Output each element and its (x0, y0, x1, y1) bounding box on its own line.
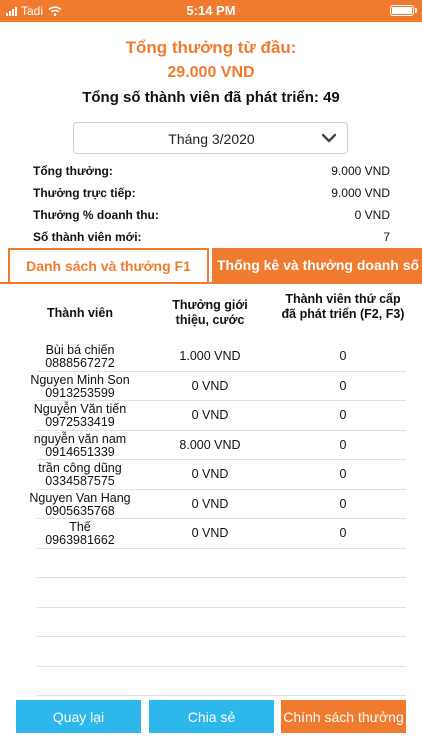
summary-row-revenue (33, 204, 390, 226)
summary-row-direct (33, 182, 390, 204)
bonus-policy-button[interactable]: Chính sách thưởng (281, 700, 406, 733)
member-name: Nguyen Van Hang (29, 490, 131, 505)
bonus-cell: 0 VND (191, 496, 229, 511)
member-cell (20, 403, 140, 429)
table-row[interactable] (33, 431, 406, 461)
summary-value: 0 VND (354, 208, 390, 222)
carrier-name: Tadi (21, 4, 44, 18)
member-phone: 0888567272 (45, 356, 115, 370)
member-cell (20, 492, 140, 518)
column-header-sub-members: Thành viên thứ cấp đã phát triển (F2, F3) (281, 292, 405, 321)
summary-label: Thưởng trực tiếp: (33, 186, 136, 200)
month-select[interactable] (73, 122, 348, 154)
table-row[interactable] (37, 519, 406, 549)
member-name: trần công dũng (38, 461, 122, 475)
monthly-summary (33, 160, 390, 248)
sub-members-cell: 0 (339, 378, 347, 393)
share-button[interactable]: Chia sẻ (149, 700, 274, 733)
table-row[interactable] (29, 490, 406, 520)
member-name: Nguyễn Văn tiến (33, 402, 127, 416)
bonus-cell: 1.000 VND (179, 349, 241, 363)
tab-underline (0, 282, 422, 284)
member-name: Thế (69, 520, 91, 534)
member-cell (20, 521, 140, 547)
total-bonus-value: 29.000 VND (167, 64, 255, 81)
total-bonus-title: Tổng thưởng từ đầu: (125, 38, 297, 57)
table-row[interactable] (33, 401, 406, 431)
summary-value: 9.000 VND (331, 164, 390, 178)
sub-members-cell: 0 (339, 467, 347, 481)
column-header-bonus: Thưởng giới thiệu, cước (172, 298, 248, 327)
bonus-cell: 0 VND (191, 378, 229, 393)
battery-icon (390, 5, 414, 16)
summary-label: Thưởng % doanh thu: (33, 208, 159, 222)
member-phone: 0913253599 (45, 385, 115, 400)
member-phone: 0905635768 (45, 503, 115, 518)
tab-revenue-stats[interactable]: Thống kê và thưởng doanh số (212, 248, 422, 282)
summary-label: Số thành viên mới: (33, 230, 142, 244)
member-name: nguyễn văn nam (33, 431, 127, 446)
table-row[interactable] (37, 460, 406, 490)
month-select-value: Tháng 3/2020 (168, 131, 255, 147)
bonus-cell: 8.000 VND (179, 437, 241, 452)
member-cell (20, 344, 140, 370)
empty-table-row (37, 549, 406, 579)
sub-members-cell: 0 (339, 437, 347, 452)
bonus-cell: 0 VND (191, 408, 229, 422)
table-body (0, 342, 422, 696)
summary-value: 7 (383, 230, 390, 244)
tab-bar (0, 248, 422, 282)
empty-table-row (37, 578, 406, 608)
table-row[interactable] (37, 342, 406, 372)
bonus-cell: 0 VND (191, 467, 229, 481)
back-button[interactable]: Quay lại (16, 700, 141, 733)
chevron-down-icon (321, 132, 337, 144)
sub-members-cell: 0 (339, 349, 347, 363)
status-time: 5:14 PM (186, 3, 236, 18)
empty-table-row (37, 667, 406, 697)
members-developed-text: Tổng số thành viên đã phát triển: 49 (82, 89, 340, 106)
member-phone: 0914651339 (45, 444, 115, 459)
member-name: Bùi bá chiến (45, 343, 115, 357)
sub-members-cell: 0 (339, 496, 347, 511)
bonus-cell: 0 VND (191, 526, 229, 540)
member-cell (20, 374, 140, 400)
empty-table-row (37, 608, 406, 638)
summary-row-total (33, 160, 390, 182)
summary-label: Tổng thưởng: (33, 164, 113, 178)
summary-row-new-members (33, 226, 390, 248)
member-phone: 0972533419 (45, 415, 115, 429)
tab-f1-list[interactable]: Danh sách và thưởng F1 (8, 248, 209, 282)
empty-table-row (37, 637, 406, 667)
member-name: Nguyen Minh Son (30, 372, 130, 387)
member-phone: 0334587575 (45, 474, 115, 488)
table-row[interactable] (30, 372, 406, 402)
status-bar (0, 0, 422, 22)
summary-value: 9.000 VND (331, 186, 390, 200)
member-cell (20, 462, 140, 488)
sub-members-cell: 0 (339, 526, 347, 540)
sub-members-cell: 0 (339, 408, 347, 422)
column-header-member: Thành viên (47, 306, 113, 320)
member-phone: 0963981662 (45, 533, 115, 547)
table-header (0, 290, 422, 340)
member-cell (20, 433, 140, 459)
